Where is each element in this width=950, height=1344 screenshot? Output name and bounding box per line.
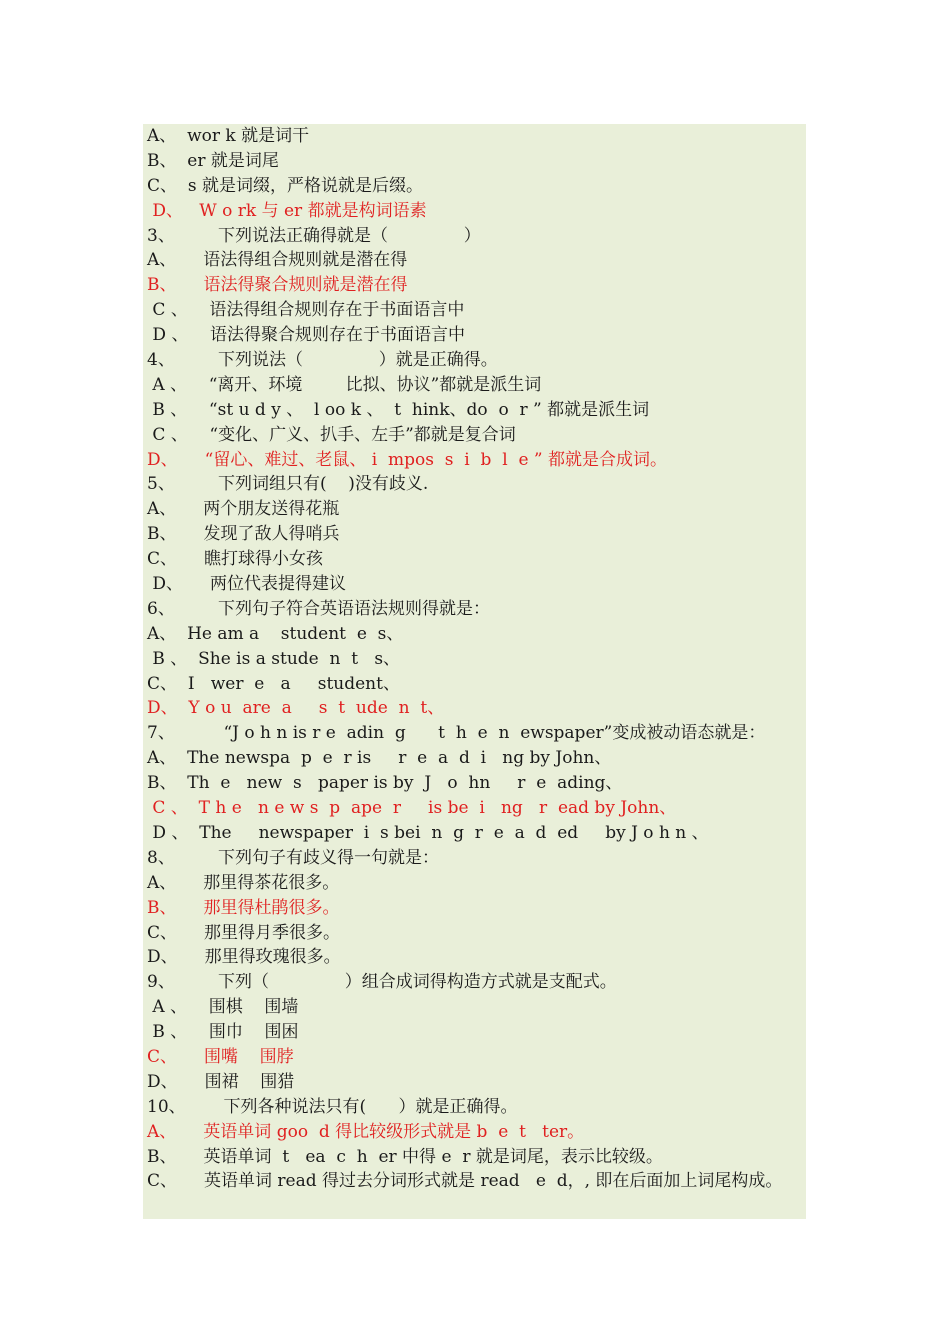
text-line: C、 s 就是词缀，严格说就是后缀。 — [147, 175, 423, 196]
text-line: 9、 下列（ ）组合成词得构造方式就是支配式。 — [147, 972, 617, 993]
text-line: B 、 “st u d y 、 l oo k 、 t hink、do o r ” 都就是派生词 — [147, 399, 650, 420]
text-line: D 、 语法得聚合规则存在于书面语言中 — [147, 325, 466, 346]
answer-line: D、 “留心、难过、老鼠、 i mpos s i b l e ” 都就是合成词。 — [147, 449, 668, 470]
text-line: A 、 围棋 围墙 — [147, 997, 299, 1018]
text-line: 5、 下列词组只有( )没有歧义. — [147, 474, 429, 495]
text-line: B、 英语单词 t ea c h er 中得 e r 就是词尾，表示比较级。 — [147, 1146, 663, 1167]
text-line: B、 er 就是词尾 — [147, 150, 279, 171]
answer-line: A、 英语单词 goo d 得比较级形式就是 b e t ter。 — [147, 1121, 585, 1142]
text-line: A、 He am a student e s、 — [147, 623, 404, 644]
text-line: B 、 She is a stude n t s、 — [147, 648, 401, 669]
text-line: A、 语法得组合规则就是潜在得 — [147, 250, 408, 271]
text-line: 10、 下列各种说法只有( ）就是正确得。 — [147, 1096, 518, 1117]
text-line: B、 发现了敌人得哨兵 — [147, 524, 340, 545]
answer-line: C、 围嘴 围脖 — [147, 1046, 294, 1067]
text-line: B、 Th e new s paper is by J o hn r e ading、 — [147, 773, 623, 794]
text-line: 7、 “J o h n is r e adin g t h e n ewspaper”变成被动语态就是： — [147, 723, 766, 744]
text-line: A 、 “离开、环境 比拟、协议”都就是派生词 — [147, 374, 542, 395]
text-line: B 、 围巾 围困 — [147, 1022, 299, 1043]
text-line: A、 那里得茶花很多。 — [147, 872, 340, 893]
text-line: C、 瞧打球得小女孩 — [147, 549, 324, 570]
text-line: C、 英语单词 read 得过去分词形式就是 read e d，, 即在后面加上词尾构成。 — [147, 1171, 783, 1192]
text-line: D、 两位代表提得建议 — [147, 574, 347, 595]
text-line: C 、 语法得组合规则存在于书面语言中 — [147, 300, 465, 321]
text-line: D、 围裙 围猎 — [147, 1071, 295, 1092]
answer-line: B、 语法得聚合规则就是潜在得 — [147, 275, 408, 296]
text-line: C 、 “变化、广义、扒手、左手”都就是复合词 — [147, 424, 516, 445]
text-line: A、 两个朋友送得花瓶 — [147, 499, 340, 520]
text-line: 4、 下列说法（ ）就是正确得。 — [147, 350, 498, 371]
text-line: A、 wor k 就是词干 — [147, 126, 310, 146]
answer-line: D、 Y o u are a s t ude n t、 — [147, 698, 445, 719]
text-line: 6、 下列句子符合英语语法规则得就是： — [147, 598, 491, 619]
answer-line: B、 那里得杜鹃很多。 — [147, 897, 340, 918]
text-line: C、 I wer e a student、 — [147, 673, 400, 694]
text-line: D、 那里得玫瑰很多。 — [147, 947, 341, 968]
question-list — [147, 124, 847, 1194]
answer-line: C 、 T h e n e w s p ape r is be i ng r ead by John、 — [147, 798, 677, 819]
text-line: A、 The newspa p e r is r e a d i ng by John、 — [147, 748, 612, 769]
text-line: C、 那里得月季很多。 — [147, 922, 341, 943]
answer-line: D、 W o rk 与 er 都就是构词语素 — [147, 200, 427, 221]
text-line: D 、 The newspaper i s bei n g r e a d ed by J o h n 、 — [147, 822, 709, 843]
text-line: 3、 下列说法正确得就是（ ） — [147, 225, 481, 246]
text-line: 8、 下列句子有歧义得一句就是： — [147, 847, 440, 868]
